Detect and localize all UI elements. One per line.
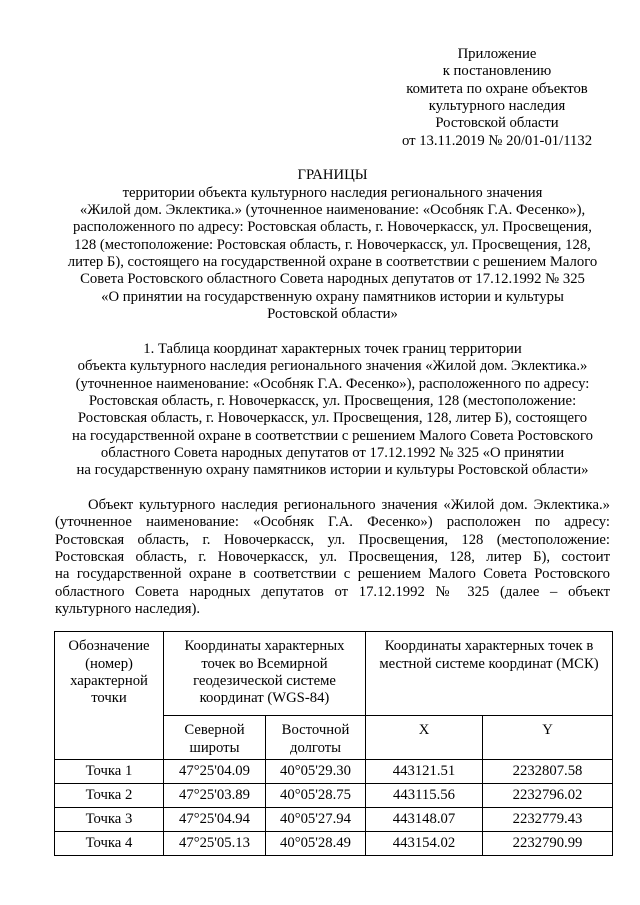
cell-latitude: 47°25'04.09 — [164, 760, 266, 784]
appendix-issuer: комитета по охране объектов культурного наследия Ростовской области — [406, 80, 588, 132]
document-title: ГРАНИЦЫ — [297, 167, 368, 184]
table-row — [55, 784, 613, 808]
table-row — [55, 808, 613, 832]
coordinates-table — [54, 631, 613, 856]
cell-y: 2232779.43 — [483, 808, 613, 832]
paragraph-line: (уточненное наименование: «Особняк Г.А. Фесенко») расположен по адресу: — [55, 514, 610, 531]
header-y: Y — [483, 716, 613, 760]
cell-y: 2232790.99 — [483, 832, 613, 856]
cell-point: Точка 4 — [55, 832, 164, 856]
cell-latitude: 47°25'03.89 — [164, 784, 266, 808]
appendix-reference: к постановлению — [442, 63, 552, 80]
header-msk: Координаты характерных точек в местной системе координат (МСК) — [366, 632, 613, 716]
cell-longitude: 40°05'28.49 — [266, 832, 366, 856]
cell-x: 443121.51 — [366, 760, 483, 784]
cell-latitude: 47°25'05.13 — [164, 832, 266, 856]
header-wgs84: Координаты характерных точек во Всемирной геодезической системе координат (WGS-84) — [164, 632, 366, 716]
paragraph-line: Ростовская область, г. Новочеркасск, ул. Просвещения, 128, литер Б), состоит — [55, 548, 610, 565]
appendix-date-number: от 13.11.2019 № 20/01-01/1132 — [401, 132, 593, 149]
cell-x: 443154.02 — [366, 832, 483, 856]
cell-longitude: 40°05'29.30 — [266, 760, 366, 784]
header-longitude: Восточной долготы — [266, 716, 366, 760]
appendix-block — [382, 46, 612, 150]
table-header-row — [55, 632, 613, 716]
paragraph-line: областного Совета народных депутатов от 17.12.1992 № 325 (далее – объект — [55, 583, 610, 600]
document-content — [55, 46, 610, 856]
cell-longitude: 40°05'28.75 — [266, 784, 366, 808]
paragraph-line: на государственной охране в соответствии с решением Малого Совета Ростовского — [55, 566, 610, 583]
body-paragraph — [55, 497, 610, 618]
cell-latitude: 47°25'04.94 — [164, 808, 266, 832]
cell-x: 443115.56 — [366, 784, 483, 808]
cell-x: 443148.07 — [366, 808, 483, 832]
cell-longitude: 40°05'27.94 — [266, 808, 366, 832]
cell-point: Точка 1 — [55, 760, 164, 784]
cell-point: Точка 2 — [55, 784, 164, 808]
cell-point: Точка 3 — [55, 808, 164, 832]
cell-y: 2232796.02 — [483, 784, 613, 808]
paragraph-line: культурного наследия). — [55, 601, 201, 617]
cell-y: 2232807.58 — [483, 760, 613, 784]
table-row — [55, 832, 613, 856]
document-description: территории объекта культурного наследия регионального значения «Жилой дом. Эклектика.» (уточненное наименование: «Особняк Г.А. Фесенко»), расположенного по адресу: Ростовская область, г. Новочеркасск, ул. Просвещения, 128 (местоположение: Ростовская область, г. Новочеркасск, ул. Просвещения, 128, литер Б), состоящего на государственной охране в соответствии с решением Малого Совета Ростовского областного Совета народных депутатов от 17.12.1992 № 325 «О принятии на государственную охрану памятников истории и культуры Ростовской области» — [67, 184, 598, 323]
appendix-title: Приложение — [457, 46, 537, 62]
paragraph-line: Ростовская область, г. Новочеркасск, ул. Просвещения, 128 (местоположение: — [55, 531, 610, 548]
table-row — [55, 760, 613, 784]
section-heading: 1. Таблица координат характерных точек границ территории объекта культурного наследия регионального значения «Жилой дом. Эклектика.» (уточненное наименование: «Особняк Г.А. Фесенко»), расположенного по адресу: Ростовская область, г. Новочеркасск, ул. Просвещения, 128 (местоположение: Ростовская область, г. Новочеркасск, ул. Просвещения, 128, литер Б), состоящего на государственной охране в соответствии с решением Малого Совета Ростовского областного Совета народных депутатов от 17.12.1992 № 325 «О принятии на государственную охрану памятников истории и культуры Ростовской области» — [71, 340, 594, 479]
header-latitude: Северной широты — [164, 716, 266, 760]
header-x: X — [366, 716, 483, 760]
header-point-designation: Обозначение (номер) характерной точки — [55, 632, 164, 760]
paragraph-line: Объект культурного наследия регионального значения «Жилой дом. Эклектика.» — [88, 496, 610, 513]
